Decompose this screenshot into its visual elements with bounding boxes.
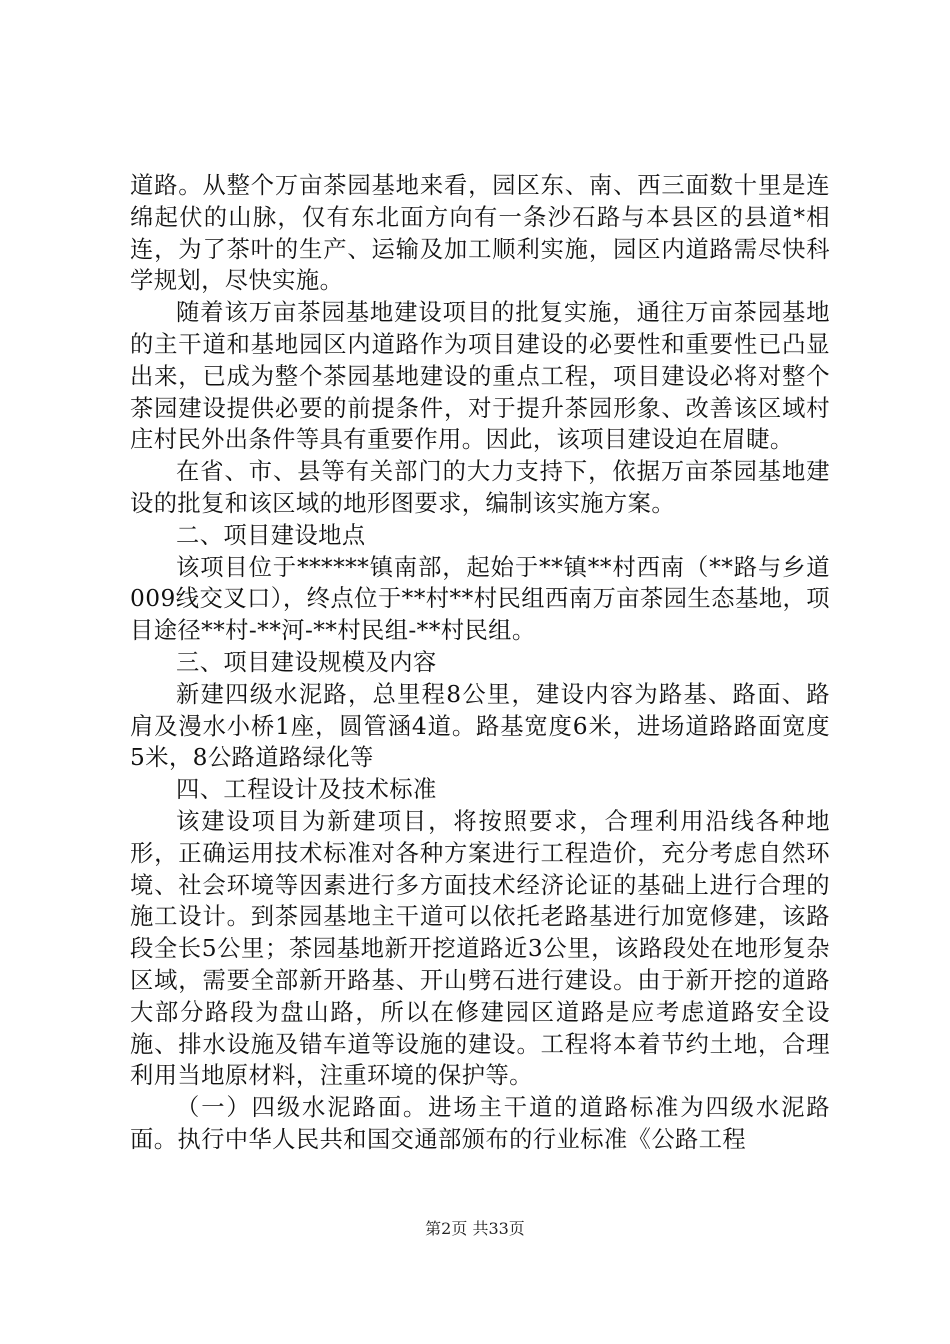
paragraph-7: （一）四级水泥路面。进场主干道的道路标准为四级水泥路面。执行中华人民共和国交通部颁布的行业标准《公路工程 — [130, 1094, 830, 1153]
page-footer: 第2页 共33页 — [425, 1219, 525, 1238]
section-heading-2: 二、项目建设地点 — [176, 521, 366, 549]
paragraph-5: 新建四级水泥路，总里程8公里，建设内容为路基、路面、路肩及漫水小桥1座，圆管涵4道。路基宽度6米，进场道路路面宽度5米，8公路道路绿化等 — [130, 680, 830, 772]
paragraph-4: 该项目位于******镇南部，起始于**镇**村西南（**路与乡道009线交叉口），终点位于**村**村民组西南万亩茶园生态基地，项目途径**村-**河-**村民组-**村民组。 — [130, 553, 830, 645]
section-heading-4: 四、工程设计及技术标准 — [176, 776, 437, 804]
paragraph-2: 随着该万亩茶园基地建设项目的批复实施，通往万亩茶园基地的主干道和基地园区内道路作为项目建设的必要性和重要性已凸显出来，已成为整个茶园基地建设的重点工程，项目建设必将对整个茶园建设提供必要的前提条件，对于提升茶园形象、改善该区域村庄村民外出条件等具有重要作用。因此，该项目建设迫在眉睫。 — [130, 299, 830, 454]
paragraph-6: 该建设项目为新建项目，将按照要求，合理利用沿线各种地形，正确运用技术标准对各种方案进行工程造价，充分考虑自然环境、社会环境等因素进行多方面技术经济论证的基础上进行合理的施工设计。到茶园基地主干道可以依托老路基进行加宽修建，该路段全长5公里；茶园基地新开挖道路近3公里，该路段处在地形复杂区域，需要全部新开路基、开山劈石进行建设。由于新开挖的道路大部分路段为盘山路，所以在修建园区道路是应考虑道路安全设施、排水设施及错车道等设施的建设。工程将本着节约土地，合理利用当地原材料，注重环境的保护等。 — [130, 807, 830, 1090]
paragraph-1: 道路。从整个万亩茶园基地来看，园区东、南、西三面数十里是连绵起伏的山脉，仅有东北面方向有一条沙石路与本县区的县道*相连，为了茶叶的生产、运输及加工顺利实施，园区内道路需尽快科学规划，尽快实施。 — [130, 172, 830, 295]
section-heading-3: 三、项目建设规模及内容 — [176, 648, 437, 676]
paragraph-3: 在省、市、县等有关部门的大力支持下，依据万亩茶园基地建设的批复和该区域的地形图要求，编制该实施方案。 — [130, 458, 830, 517]
document-body — [130, 170, 830, 1156]
